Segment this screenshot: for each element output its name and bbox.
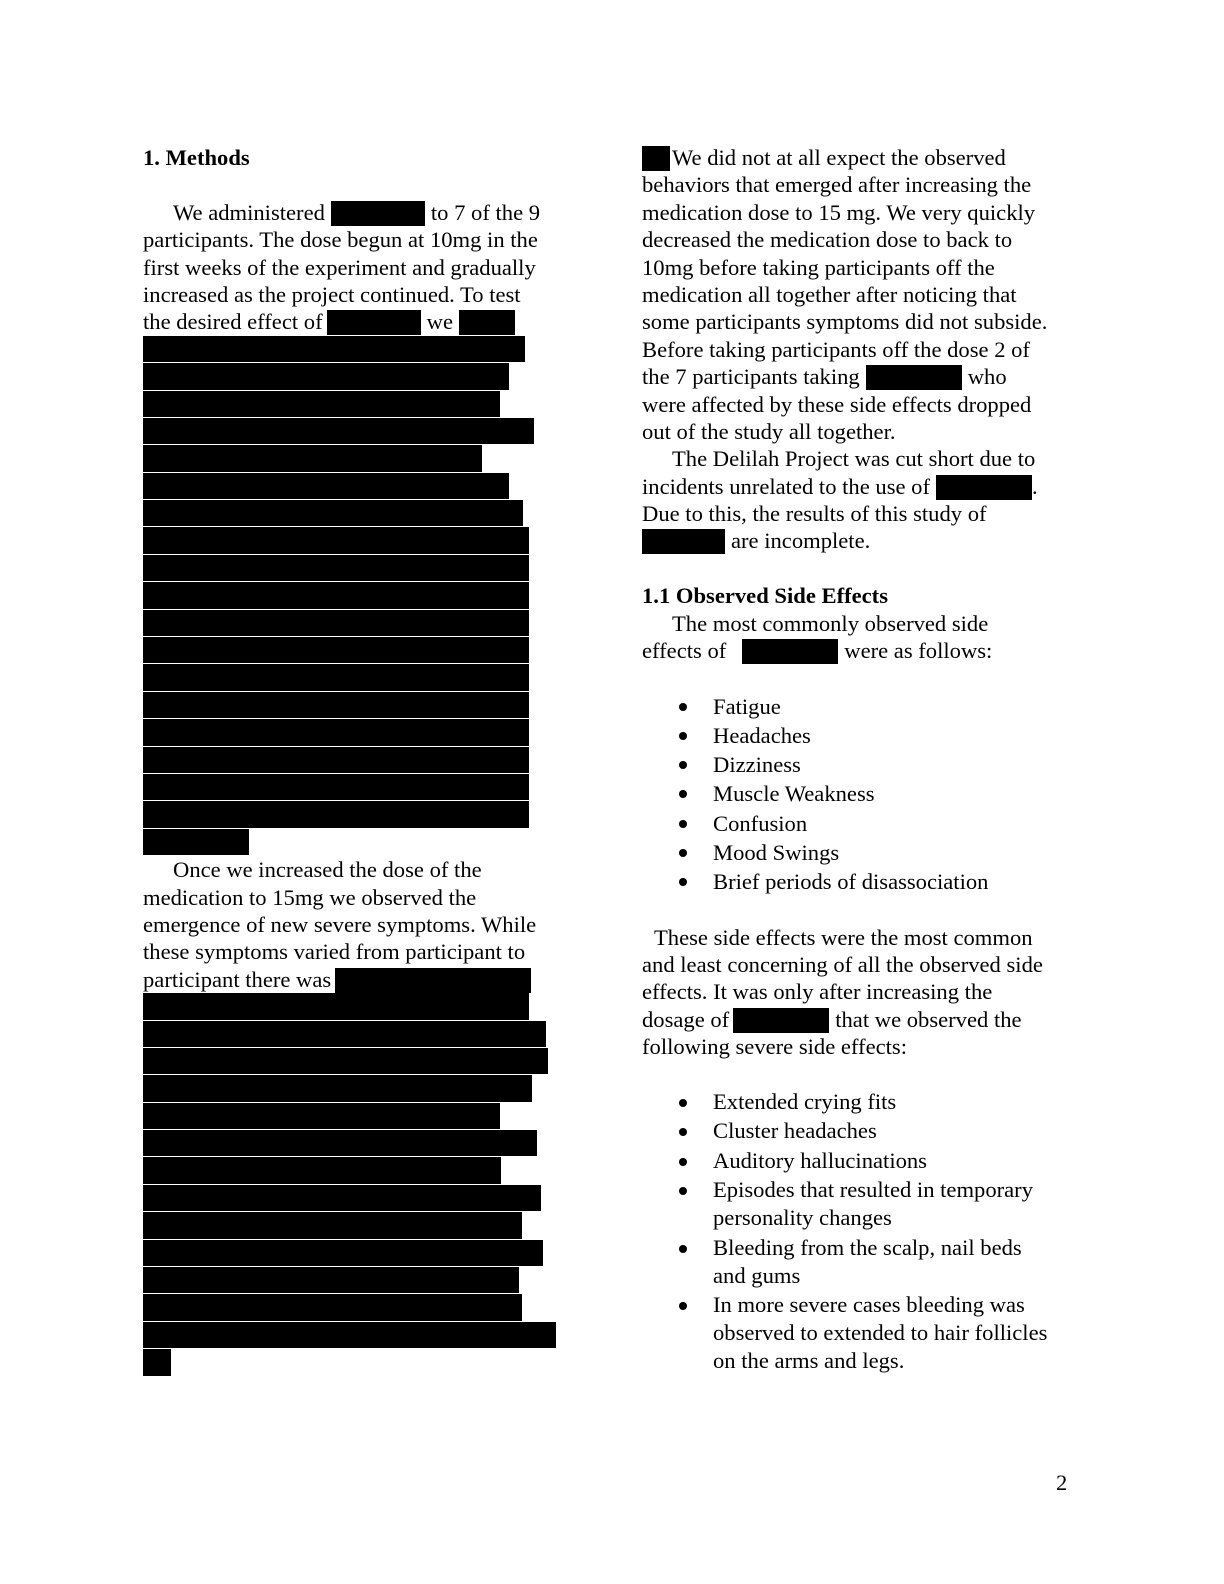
redaction-bar bbox=[143, 363, 509, 389]
list-item: Headaches bbox=[642, 721, 1082, 750]
bullet-icon bbox=[679, 1099, 687, 1107]
text-line: effects. It was only after increasing the bbox=[642, 979, 993, 1005]
redaction-bar bbox=[642, 529, 725, 554]
redacted-block-1 bbox=[143, 336, 563, 855]
methods-paragraph-2 bbox=[143, 856, 563, 993]
redaction-bar bbox=[866, 365, 962, 390]
bullet-icon bbox=[679, 1128, 687, 1136]
list-item: Confusion bbox=[642, 809, 1082, 838]
right-column bbox=[642, 144, 1082, 1376]
bullet-icon bbox=[679, 732, 687, 740]
redaction-bar bbox=[733, 1008, 829, 1033]
text-line: behaviors that emerged after increasing the bbox=[642, 172, 1032, 198]
redaction-bar bbox=[143, 473, 509, 499]
redaction-bar bbox=[143, 637, 529, 663]
text-line: medication to 15mg we observed the bbox=[143, 884, 477, 910]
redaction-bar bbox=[143, 527, 529, 553]
redaction-bar bbox=[143, 774, 529, 800]
redaction-bar bbox=[143, 1021, 546, 1047]
redaction-bar bbox=[143, 1103, 500, 1129]
common-side-effects-list bbox=[642, 692, 1082, 896]
list-item: Mood Swings bbox=[642, 838, 1082, 867]
list-item: Auditory hallucinations bbox=[642, 1147, 1082, 1175]
text-line: were affected by these side effects dropped bbox=[642, 391, 1032, 417]
list-item: Brief periods of disassociation bbox=[642, 867, 1082, 896]
text-line: out of the study all together. bbox=[642, 418, 896, 444]
text-line: effects of bbox=[642, 638, 727, 664]
redaction-bar bbox=[143, 1075, 532, 1101]
left-column bbox=[143, 144, 563, 1377]
list-item: Muscle Weakness bbox=[642, 779, 1082, 808]
text-line: the desired effect of bbox=[143, 309, 323, 335]
text-line: some participants symptoms did not subside. bbox=[642, 309, 1048, 335]
bullet-icon bbox=[679, 878, 687, 886]
text-line: following severe side effects: bbox=[642, 1034, 907, 1060]
bullet-icon bbox=[679, 1245, 687, 1253]
redaction-bar bbox=[143, 993, 529, 1019]
redaction-bar bbox=[143, 1294, 522, 1320]
text-line: medication all together after noticing that bbox=[642, 281, 1017, 307]
bullet-icon bbox=[679, 1187, 687, 1195]
redaction-bar bbox=[143, 336, 525, 362]
redaction-bar bbox=[143, 664, 529, 690]
text-line: Once we increased the dose of the bbox=[173, 857, 482, 883]
redacted-block-2 bbox=[143, 993, 563, 1375]
text-line: We did not at all expect the observed bbox=[672, 145, 1006, 170]
redaction-bar bbox=[143, 1322, 556, 1348]
redaction-bar bbox=[143, 500, 523, 526]
bullet-icon bbox=[679, 703, 687, 711]
redaction-bar bbox=[459, 310, 515, 335]
text-line: and least concerning of all the observed side bbox=[642, 951, 1043, 977]
results-paragraph-1 bbox=[642, 144, 1082, 445]
text-line: emergence of new severe symptoms. While bbox=[143, 911, 537, 937]
text-line: The Delilah Project was cut short due to bbox=[672, 446, 1036, 472]
text-line: incidents unrelated to the use of bbox=[642, 473, 930, 499]
redaction-bar bbox=[936, 475, 1032, 500]
bullet-icon bbox=[679, 849, 687, 857]
bullet-icon bbox=[679, 1158, 687, 1166]
redaction-bar bbox=[327, 310, 421, 335]
redaction-bar bbox=[143, 692, 529, 718]
redaction-bar bbox=[143, 829, 249, 855]
redaction-bar bbox=[143, 719, 529, 745]
page-number: 2 bbox=[1056, 1470, 1068, 1495]
results-paragraph-2 bbox=[642, 445, 1082, 555]
text-line: participant there was bbox=[143, 966, 332, 992]
redaction-bar bbox=[143, 1349, 171, 1375]
observed-side-effects-heading: 1.1 Observed Side Effects bbox=[642, 583, 888, 609]
severe-side-effects-list bbox=[642, 1088, 1082, 1376]
text-line: to 7 of the 9 bbox=[430, 199, 541, 225]
redaction-bar bbox=[742, 639, 838, 664]
text-line: These side effects were the most common bbox=[654, 924, 1033, 950]
redaction-bar bbox=[143, 418, 534, 444]
text-line: who bbox=[967, 364, 1007, 390]
methods-paragraph-1 bbox=[143, 199, 563, 336]
redaction-bar bbox=[642, 146, 670, 171]
redaction-bar bbox=[143, 555, 529, 581]
text-line: Due to this, the results of this study of bbox=[642, 501, 987, 527]
list-item: Bleeding from the scalp, nail beds and gums bbox=[642, 1234, 1082, 1290]
text-line: We administered bbox=[173, 199, 325, 225]
results-paragraph-3 bbox=[642, 610, 1082, 665]
redaction-bar bbox=[143, 445, 482, 471]
redaction-bar bbox=[143, 1240, 543, 1266]
text-line: medication dose to 15 mg. We very quickly bbox=[642, 199, 1036, 225]
redaction-bar bbox=[335, 968, 531, 993]
redaction-bar bbox=[143, 747, 529, 773]
text-line: these symptoms varied from participant to bbox=[143, 939, 526, 965]
list-item: Fatigue bbox=[642, 692, 1082, 721]
list-item: In more severe cases bleeding was observed to extended to hair follicles on the arms and legs. bbox=[642, 1291, 1082, 1376]
redaction-bar bbox=[143, 1048, 548, 1074]
redaction-bar bbox=[143, 582, 529, 608]
bullet-icon bbox=[679, 761, 687, 769]
redaction-bar bbox=[143, 391, 500, 417]
text-line: the 7 participants taking bbox=[642, 364, 860, 390]
text-line: first weeks of the experiment and gradually bbox=[143, 254, 536, 280]
bullet-icon bbox=[679, 820, 687, 828]
methods-heading: 1. Methods bbox=[143, 145, 250, 170]
text-line: . bbox=[1031, 473, 1038, 499]
redaction-bar bbox=[143, 1157, 501, 1183]
redaction-bar bbox=[143, 1267, 519, 1293]
redaction-bar bbox=[143, 610, 529, 636]
bullet-icon bbox=[679, 790, 687, 798]
results-paragraph-4 bbox=[642, 924, 1082, 1061]
redaction-bar bbox=[143, 1212, 522, 1238]
text-line: decreased the medication dose to back to bbox=[642, 227, 1013, 253]
text-line: that we observed the bbox=[835, 1006, 1022, 1032]
text-line: The most commonly observed side bbox=[672, 610, 989, 636]
list-item: Cluster headaches bbox=[642, 1117, 1082, 1145]
bullet-icon bbox=[679, 1302, 687, 1310]
text-line: increased as the project continued. To test bbox=[143, 281, 521, 307]
text-line: dosage of bbox=[642, 1006, 730, 1032]
redaction-bar bbox=[143, 801, 529, 827]
redaction-bar bbox=[143, 1185, 541, 1211]
text-line: Before taking participants off the dose 2 of bbox=[642, 336, 1030, 362]
text-line: 10mg before taking participants off the bbox=[642, 254, 995, 280]
list-item: Episodes that resulted in temporary personality changes bbox=[642, 1176, 1082, 1232]
text-line: were as follows: bbox=[844, 638, 993, 664]
list-item: Dizziness bbox=[642, 750, 1082, 779]
text-line: we bbox=[426, 309, 453, 335]
redaction-bar bbox=[331, 201, 425, 226]
list-item: Extended crying fits bbox=[642, 1088, 1082, 1116]
redaction-bar bbox=[143, 1130, 537, 1156]
text-line: are incomplete. bbox=[731, 528, 871, 554]
text-line: participants. The dose begun at 10mg in the bbox=[143, 227, 538, 253]
